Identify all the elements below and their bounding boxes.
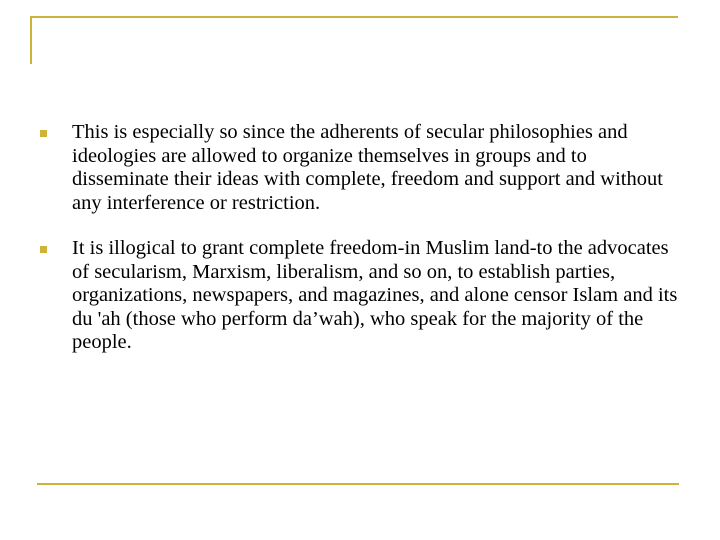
bullet-item bbox=[40, 121, 680, 215]
bullet-item bbox=[40, 237, 680, 355]
square-bullet-icon bbox=[40, 130, 47, 137]
frame-left-rule bbox=[30, 16, 32, 64]
frame-bottom-rule bbox=[37, 483, 679, 485]
frame-top-rule bbox=[30, 16, 678, 18]
bullet-list bbox=[40, 121, 680, 377]
square-bullet-icon bbox=[40, 246, 47, 253]
bullet-text: This is especially so since the adherents of secular philosophies and ideologies are allowed to organize themselves in groups and to disseminate their ideas with complete, freedom and support and without any interference or restriction. bbox=[72, 121, 663, 214]
bullet-text: It is illogical to grant complete freedom-in Muslim land-to the advocates of secularism, Marxism, liberalism, and so on, to establish parties, organizations, newspapers, and magazines, and alone censor Islam and its du 'ah (those who perform da’wah), who speak for the majority of the people. bbox=[72, 237, 678, 353]
